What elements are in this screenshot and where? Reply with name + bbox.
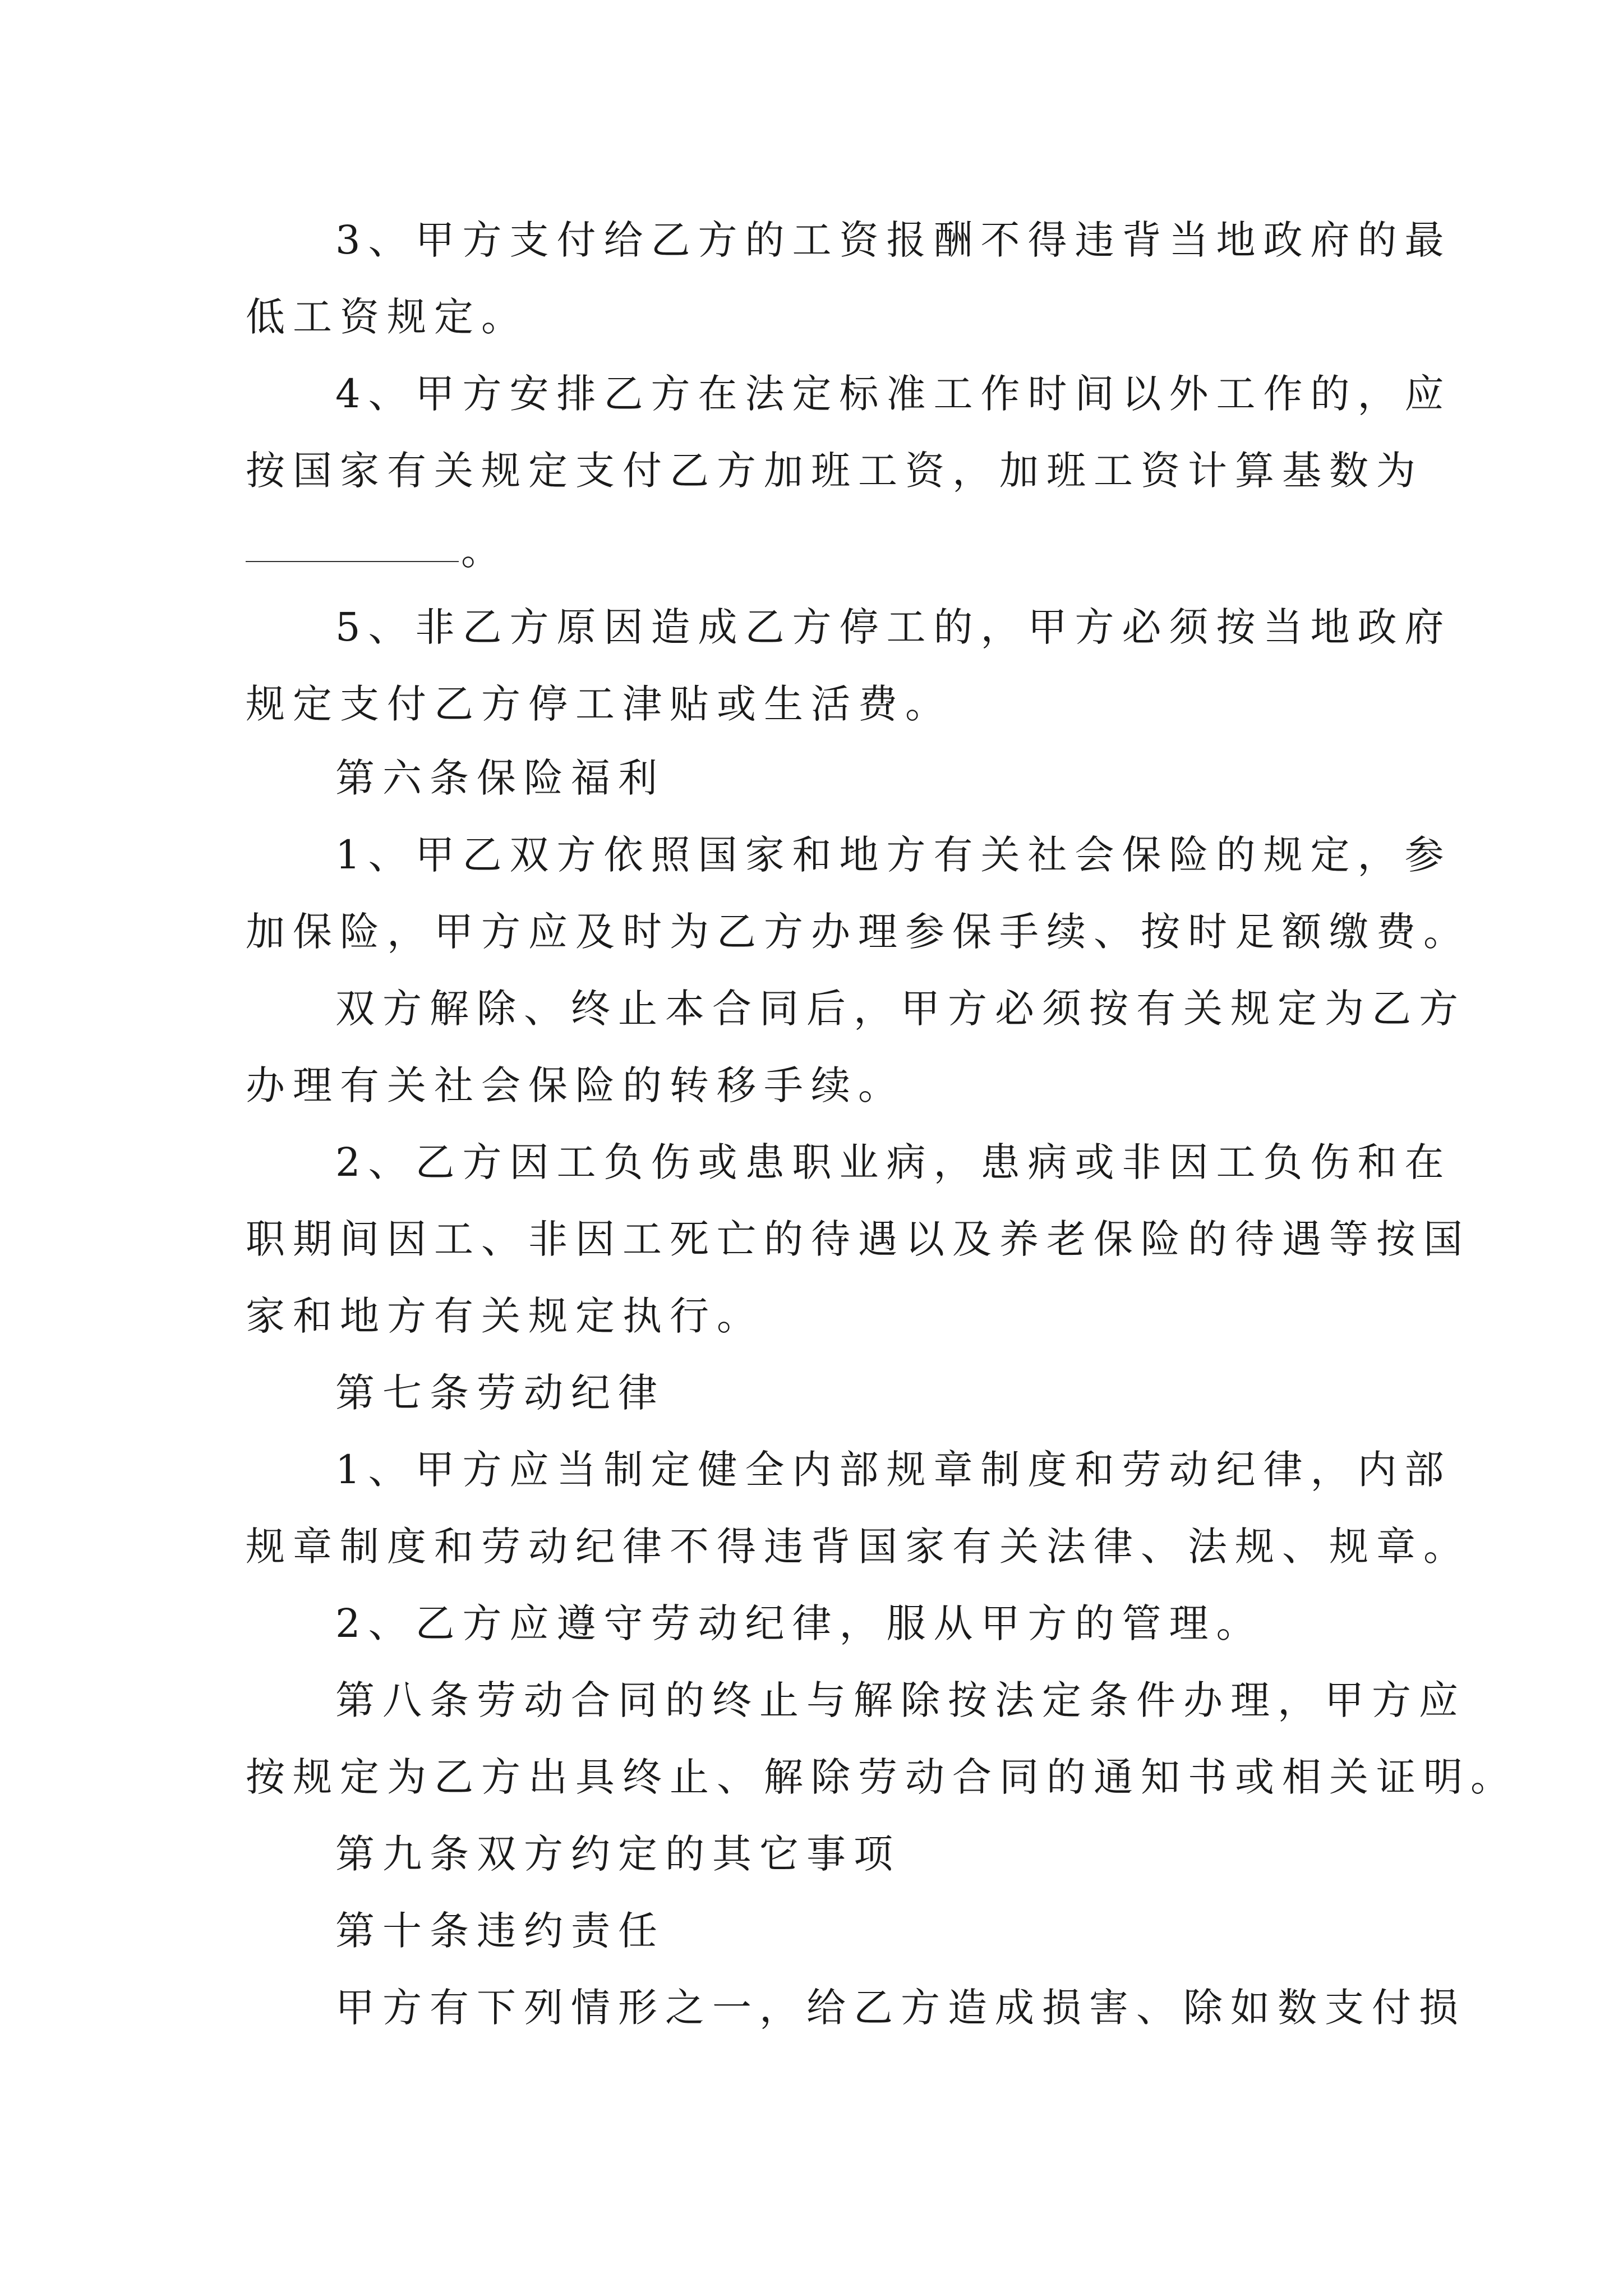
text-line: 按规定为乙方出具终止、解除劳动合同的通知书或相关证明。 bbox=[246, 1754, 1518, 1800]
text-line: 2、乙方应遵守劳动纪律，服从甲方的管理。 bbox=[335, 1600, 1264, 1646]
text-line: 职期间因工、非因工死亡的待遇以及养老保险的待遇等按国 bbox=[246, 1216, 1470, 1262]
text-line: 规章制度和劳动纪律不得违背国家有关法律、法规、规章。 bbox=[246, 1524, 1470, 1570]
text-line: 甲方有下列情形之一，给乙方造成损害、除如数支付损 bbox=[335, 1985, 1466, 2031]
text-line: 1、甲乙双方依照国家和地方有关社会保险的规定，参 bbox=[335, 832, 1452, 878]
section-heading: 第七条劳动纪律 bbox=[335, 1370, 665, 1416]
section-heading: 第九条双方约定的其它事项 bbox=[335, 1831, 901, 1877]
text-line: 加保险，甲方应及时为乙方办理参保手续、按时足额缴费。 bbox=[246, 909, 1470, 955]
text-line: 办理有关社会保险的转移手续。 bbox=[246, 1062, 905, 1108]
text-line: 4、甲方安排乙方在法定标准工作时间以外工作的，应 bbox=[335, 371, 1452, 417]
text-line: 3、甲方支付给乙方的工资报酬不得违背当地政府的最 bbox=[335, 217, 1452, 263]
section-heading: 第八条劳动合同的终止与解除按法定条件办理，甲方应 bbox=[335, 1677, 1466, 1723]
text-line: 1、甲方应当制定健全内部规章制度和劳动纪律，内部 bbox=[335, 1447, 1452, 1493]
text-line: 双方解除、终止本合同后，甲方必须按有关规定为乙方 bbox=[335, 986, 1466, 1032]
section-heading: 第十条违约责任 bbox=[335, 1908, 665, 1954]
text-line: 按国家有关规定支付乙方加班工资，加班工资计算基数为 bbox=[246, 448, 1423, 494]
text-line: 2、乙方因工负伤或患职业病，患病或非因工负伤和在 bbox=[335, 1139, 1452, 1185]
section-heading: 第六条保险福利 bbox=[335, 755, 665, 801]
text-line: 5、非乙方原因造成乙方停工的，甲方必须按当地政府 bbox=[335, 604, 1452, 650]
text-line: 规定支付乙方停工津贴或生活费。 bbox=[246, 681, 952, 727]
text-line: 家和地方有关规定执行。 bbox=[246, 1293, 764, 1339]
text-line: 。 bbox=[461, 528, 508, 574]
fill-in-blank-line bbox=[246, 526, 508, 576]
fill-in-blank bbox=[246, 561, 459, 562]
text-line: 低工资规定。 bbox=[246, 294, 528, 340]
